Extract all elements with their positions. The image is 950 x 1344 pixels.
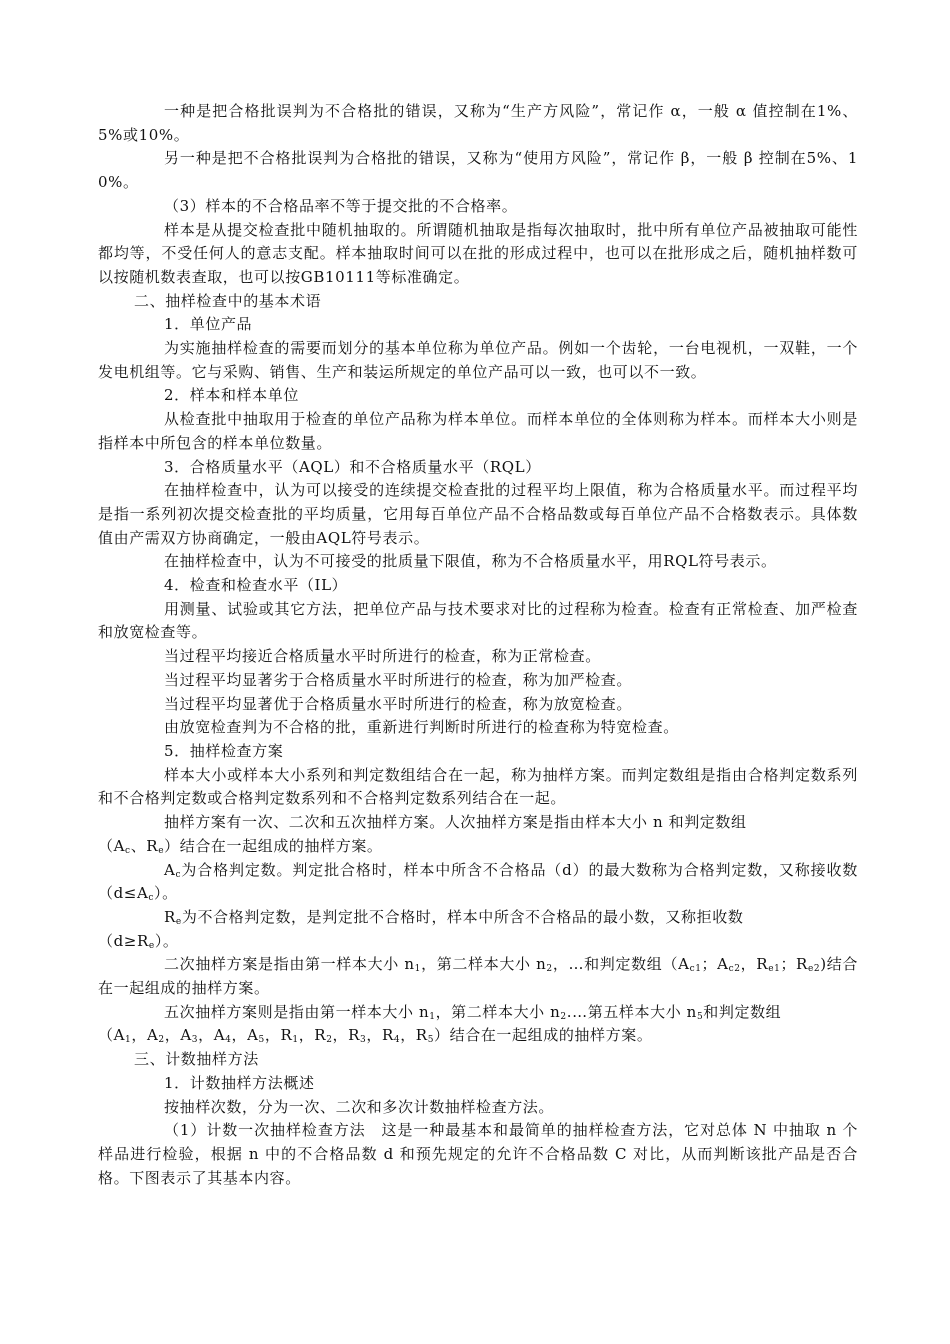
section-heading: 二、抽样检查中的基本术语 [134,291,322,310]
paragraph: 在抽样检查中，认为不可接受的批质量下限值，称为不合格质量水平，用RQL符号表示。 [164,552,777,571]
paragraph: 1．单位产品 [164,315,253,334]
paragraph: （3）样本的不合格品率不等于提交批的不合格率。 [164,196,518,215]
paragraph: 从检查批中抽取用于检查的单位产品称为样本单位。而样本单位的全体则称为样本。而样本大小则是指样本中所包含的样本单位数量。 [98,410,858,452]
paragraph: 3．合格质量水平（AQL）和不合格质量水平（RQL） [164,457,541,476]
paragraph: 2．样本和样本单位 [164,386,299,405]
paragraph: 用测量、试验或其它方法，把单位产品与技术要求对比的过程称为检查。检查有正常检查、加严检查和放宽检查等。 [98,599,858,642]
section-heading: 三、计数抽样方法 [134,1050,259,1069]
paragraph: 抽样方案有一次、二次和五次抽样方案。人次抽样方案是指由样本大小 n 和判定数组 [164,813,747,832]
paragraph: 5．抽样检查方案 [164,741,284,760]
paragraph: 样本是从提交检查批中随机抽取的。所谓随机抽取是指每次抽取时，批中所有单位产品被抽取可能性都均等，不受任何人的意志支配。样本抽取时间可以在批的形成过程中，也可以在批形成之后，随机抽样数可以按随机数表查取，也可以按GB10111等标准确定。 [98,220,858,286]
paragraph: （$A_1$，$A_2$，$A_3$，$A_4$，$A_5$，$R_1$，$R_2$，$R_3$，$R_4$，$R_5$）结合在一起组成的抽样方案。 [98,1026,653,1046]
paragraph: 二次抽样方案是指由第一样本大小 $n_1$，第二样本大小 $n_2$，…和判定数组（$A_{c1}$；$A_{c2}$，$R_{e1}$；$R_{e2}$)结合在一起组成的抽样方案。 [98,955,859,998]
paragraph: 按抽样次数，分为一次、二次和多次计数抽样检查方法。 [164,1097,555,1116]
paragraph: 当过程平均显著劣于合格质量水平时所进行的检查，称为加严检查。 [164,670,633,689]
paragraph: 样本大小或样本大小系列和判定数组结合在一起，称为抽样方案。而判定数组是指由合格判定数系列和不合格判定数或合格判定数系列和不合格判定数系列结合在一起。 [98,765,858,808]
paragraph: 一种是把合格批误判为不合格批的错误，又称为“生产方风险”，常记作 α，一般 α 值控制在1%、5%或10%。 [98,102,858,144]
paragraph: 当过程平均显著优于合格质量水平时所进行的检查，称为放宽检查。 [164,694,633,713]
paragraph: 1．计数抽样方法概述 [164,1073,315,1092]
paragraph: 五次抽样方案则是指由第一样本大小 $n_1$，第二样本大小 $n_2.\dots$第五样本大小 $n_5$和判定数组 [164,1002,782,1022]
paragraph: $R_e$为不合格判定数，是判定批不合格时，样本中所含不合格品的最小数，又称拒收数 [164,907,744,927]
paragraph: 在抽样检查中，认为可以接受的连续提交检查批的过程平均上限值，称为合格质量水平。而过程平均是指一系列初次提交检查批的平均质量，它用每百单位产品不合格品数或每百单位产品不合格数表示。具体数值由产需双方协商确定，一般由AQL符号表示。 [98,481,858,547]
paragraph: 4．检查和检查水平（IL） [164,576,348,595]
paragraph: $A_c$为合格判定数。判定批合格时，样本中所含不合格品（d）的最大数称为合格判定数，又称接收数$(d\le A_c)$。 [98,860,858,904]
paragraph: （$A_c$、$R_e$）结合在一起组成的抽样方案。 [98,836,383,856]
paragraph: 另一种是把不合格批误判为合格批的错误，又称为“使用方风险”，常记作 β，一般 β 控制在5%、10%。 [98,149,858,192]
paragraph: 由放宽检查判为不合格的批，重新进行判断时所进行的检查称为特宽检查。 [164,718,679,737]
document-body [98,100,858,1190]
paragraph: 为实施抽样检查的需要而划分的基本单位称为单位产品。例如一个齿轮，一台电视机，一双鞋，一个发电机组等。它与采购、销售、生产和装运所规定的单位产品可以一致，也可以不一致。 [98,339,858,381]
paragraph: 当过程平均接近合格质量水平时所进行的检查，称为正常检查。 [164,647,601,666]
paragraph: $(d\ge R_e)$。 [98,931,179,951]
paragraph: （1）计数一次抽样检查方法 这是一种最基本和最简单的抽样检查方法，它对总体 N 中抽取 n 个样品进行检验，根据 n 中的不合格品数 d 和预先规定的允许不合格品数 C 对比，从而判断该批产品是否合格。下图表示了其基本内容。 [98,1121,858,1187]
